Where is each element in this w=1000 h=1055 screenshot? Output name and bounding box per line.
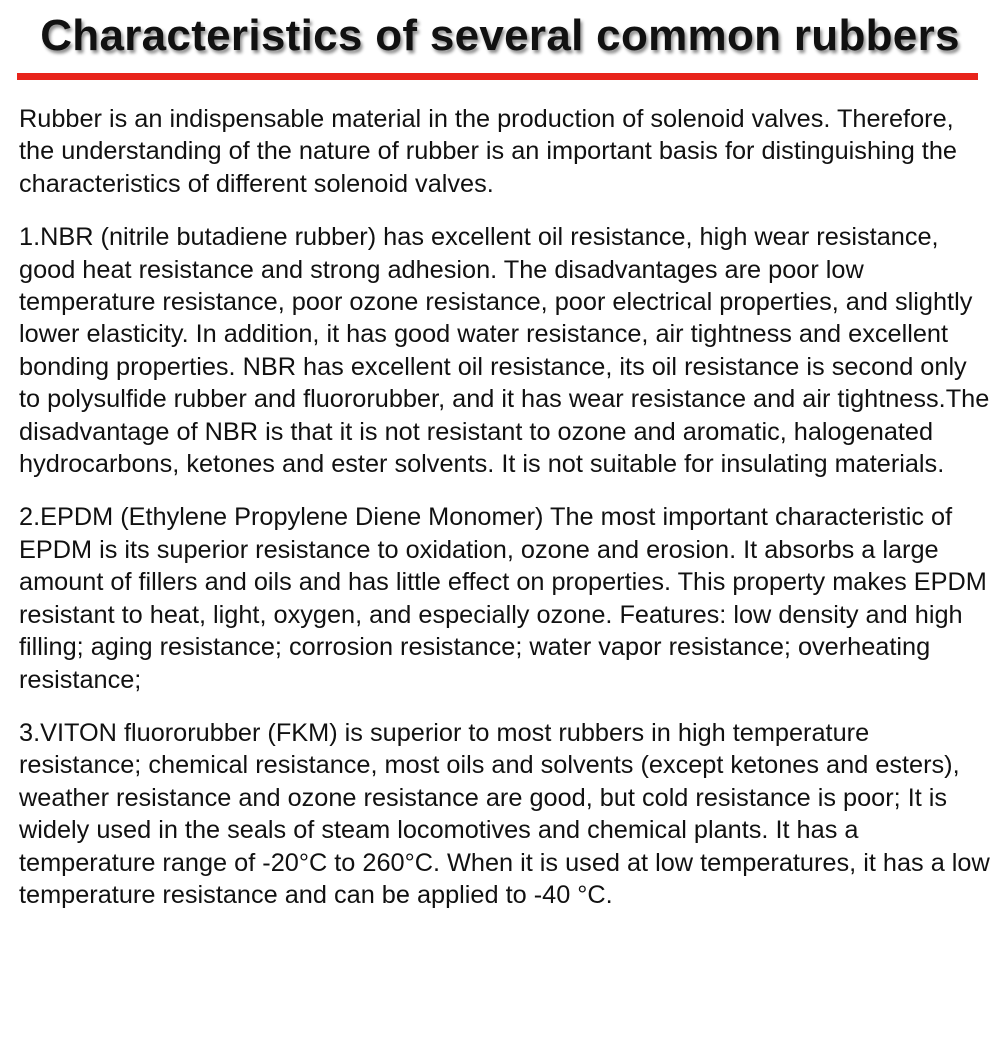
title-underline (17, 73, 978, 80)
section-number: 3 (19, 718, 34, 747)
section-epdm (19, 501, 991, 695)
section-text: .EPDM (Ethylene Propylene Diene Monomer) The most important characteristic of EPDM is its superior resistance to oxidation, ozone and erosion. It absorbs a large amount of fillers and oils and has little effect on properties. This property makes EPDM resistant to heat, light, oxygen, and especially ozone. Features: low density and high filling; aging resistance; corrosion resistance; water vapor resistance; overheating resistance; (19, 503, 987, 694)
section-nbr (19, 221, 991, 480)
document-body (19, 103, 991, 932)
section-number: 2 (19, 503, 34, 532)
section-text: .VITON fluororubber (FKM) is superior to most rubbers in high temperature resistance; chemical resistance, most oils and solvents (except ketones and esters), weather resistance and ozone resistance are good, but cold resistance is poor; It is widely used in the seals of steam locomotives and chemical plants. It has a temperature range of -20°C to 260°C. When it is used at low temperatures, it has a low temperature resistance and can be applied to -40 °C. (19, 718, 990, 909)
page-title: Characteristics of several common rubbers (40, 11, 960, 60)
intro-paragraph: Rubber is an indispensable material in the production of solenoid valves. Therefore, the understanding of the nature of rubber is an important basis for distinguishing the characteristics of different solenoid valves. (19, 105, 957, 198)
section-viton (19, 717, 991, 911)
section-number: 1 (19, 223, 34, 252)
section-text: .NBR (nitrile butadiene rubber) has excellent oil resistance, high wear resistance, good heat resistance and strong adhesion. The disadvantages are poor low temperature resistance, poor ozone resistance, poor electrical properties, and slightly lower elasticity. In addition, it has good water resistance, air tightness and excellent bonding properties. NBR has excellent oil resistance, its oil resistance is second only to polysulfide rubber and fluororubber, and it has wear resistance and air tightness.The disadvantage of NBR is that it is not resistant to ozone and aromatic, halogenated hydrocarbons, ketones and ester solvents. It is not suitable for insulating materials. (19, 223, 990, 479)
